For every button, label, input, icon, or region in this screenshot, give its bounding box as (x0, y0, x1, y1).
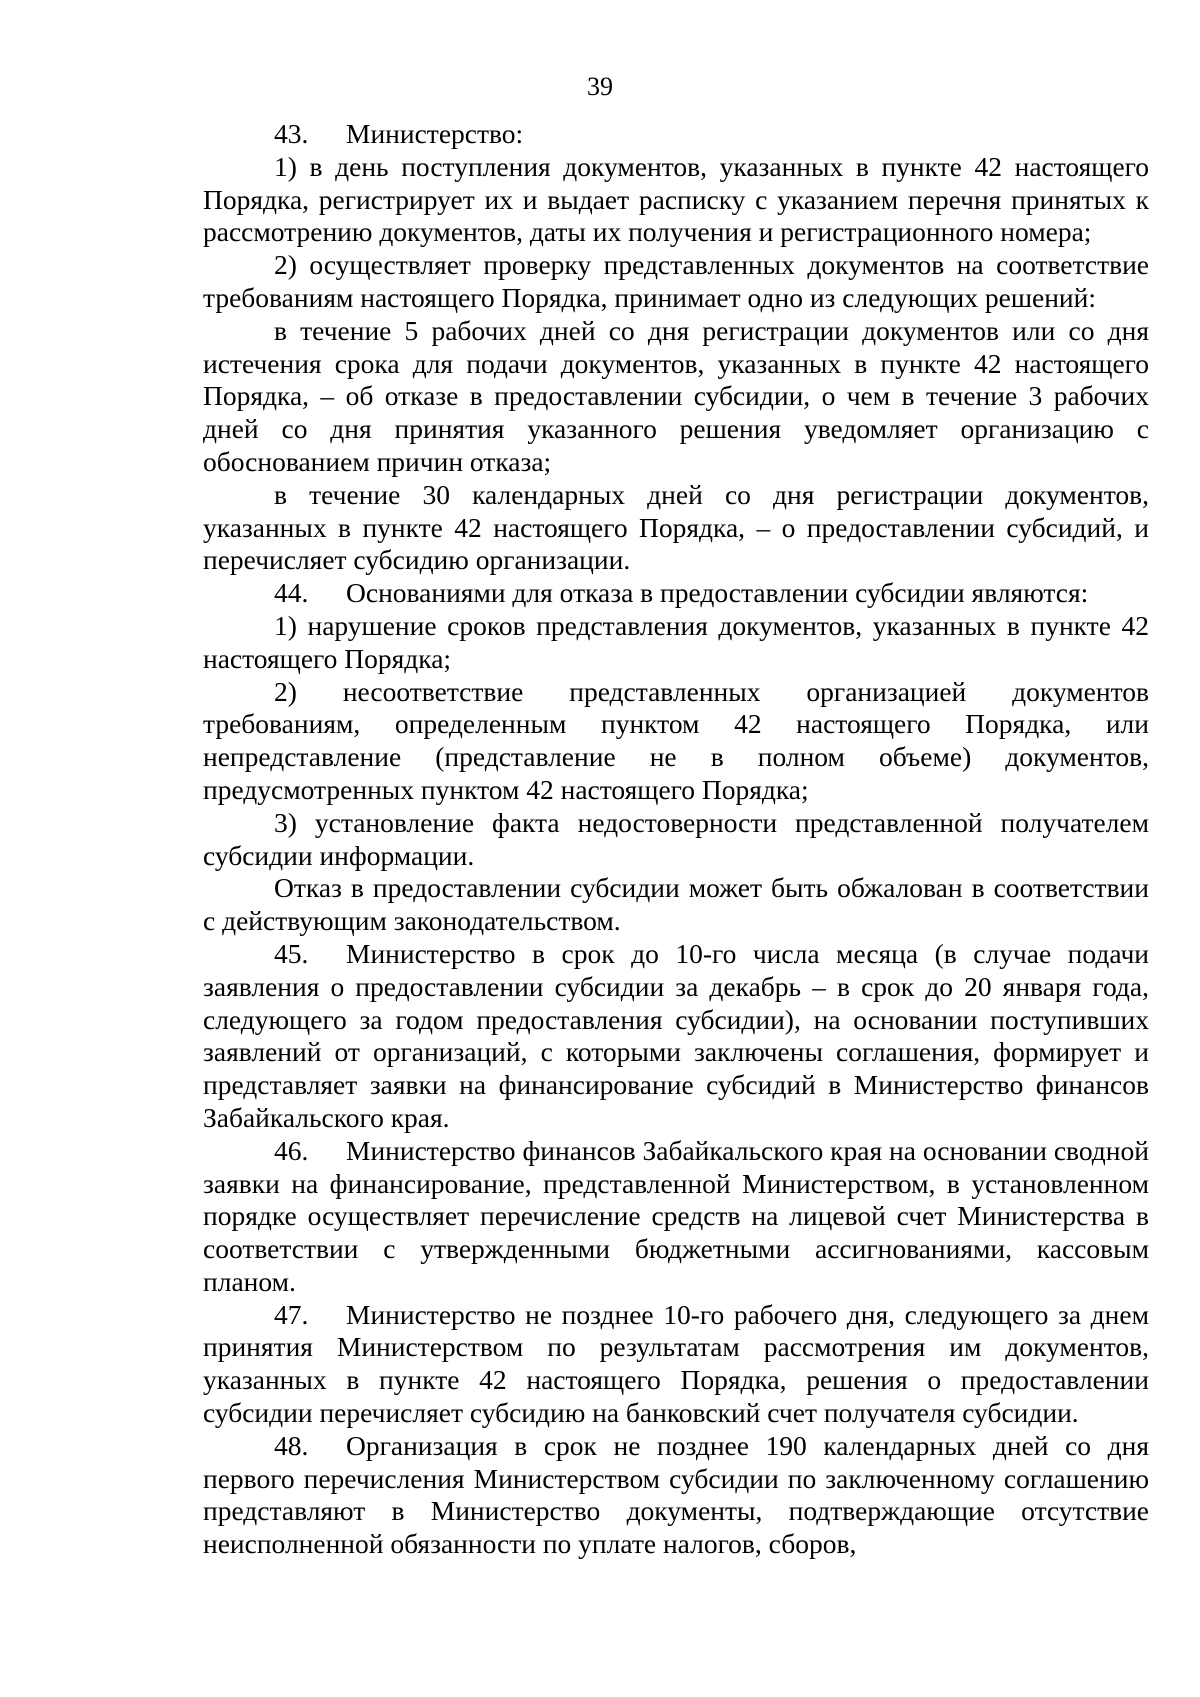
paragraph-45 (203, 938, 1149, 1135)
paragraph-text: в течение 5 рабочих дней со дня регистрации документов или со дня истечения срока для подачи документов, указанных в пункте 42 настоящего Порядка, – об отказе в предоставлении субсидии, о чем в течение 3 рабочих дней со дня принятия указанного решения уведомляет организацию с обоснованием причин отказа; (203, 314, 1149, 477)
paragraph-text: 2) несоответствие представленных организацией документов требованиям, определенным пунктом 42 настоящего Порядка, или непредставление (представление не в полном объеме) документов, предусмотренных пунктом 42 настоящего Порядка; (203, 675, 1149, 805)
document-body (203, 118, 1149, 1561)
paragraph-43 (203, 118, 1149, 151)
paragraph-43-2-a (203, 315, 1149, 479)
paragraph-text: Организация в срок не позднее 190 календарных дней со дня первого перечисления Министерством субсидии по заключенному соглашению представляют в Министерство документы, подтверждающие отсутствие неисполненной обязанности по уплате налогов, сборов, (203, 1429, 1149, 1560)
paragraph-text: Министерство в срок до 10-го числа месяца (в случае подачи заявления о предоставлении субсидии за декабрь – в срок до 20 января года, следующего за годом предоставления субсидии), на основании поступивших заявлений от организаций, с которыми заключены соглашения, формирует и представляет заявки на финансирование субсидий в Министерство финансов Забайкальского края. (203, 937, 1149, 1133)
paragraph-text: Основаниями для отказа в предоставлении субсидии являются: (346, 577, 1089, 609)
item-number: 46. (274, 1134, 309, 1166)
item-number: 43. (274, 118, 309, 149)
paragraph-text: 1) в день поступления документов, указанных в пункте 42 настоящего Порядка, регистрирует их и выдает расписку с указанием перечня принятых к рассмотрению документов, даты их получения и регистрационного номера; (203, 150, 1149, 248)
paragraph-46 (203, 1135, 1149, 1299)
paragraph-44-appeal (203, 872, 1149, 938)
paragraph-text: 3) установление факта недостоверности представленной получателем субсидии информации. (203, 806, 1149, 871)
paragraph-text: в течение 30 календарных дней со дня регистрации документов, указанных в пункте 42 настоящего Порядка, – о предоставлении субсидий, и перечисляет субсидию организации. (203, 478, 1149, 576)
paragraph-47 (203, 1299, 1149, 1430)
paragraph-text: Министерство не позднее 10-го рабочего дня, следующего за днем принятия Министерством по результатам рассмотрения им документов, указанных в пункте 42 настоящего Порядка, решения о предоставлении субсидии перечисляет субсидию на банковский счет получателя субсидии. (203, 1298, 1149, 1429)
paragraph-43-2 (203, 249, 1149, 315)
item-number: 47. (274, 1298, 309, 1330)
paragraph-text: Министерство: (346, 118, 524, 149)
paragraph-text: 2) осуществляет проверку представленных документов на соответствие требованиям настоящего Порядка, принимает одно из следующих решений: (203, 249, 1149, 313)
paragraph-text: Отказ в предоставлении субсидии может быть обжалован в соответствии с действующим законодательством. (203, 872, 1149, 937)
paragraph-44-1 (203, 610, 1149, 676)
paragraph-44 (203, 577, 1149, 610)
page-number: 39 (587, 72, 613, 101)
item-number: 44. (274, 577, 309, 609)
paragraph-48 (203, 1430, 1149, 1561)
paragraph-43-1 (203, 151, 1149, 249)
paragraph-text: 1) нарушение сроков представления документов, указанных в пункте 42 настоящего Порядка; (203, 609, 1149, 674)
item-number: 48. (274, 1429, 309, 1461)
item-number: 45. (274, 937, 309, 969)
paragraph-44-3 (203, 807, 1149, 873)
paragraph-text: Министерство финансов Забайкальского края на основании сводной заявки на финансирование, представленной Министерством, в установленном порядке осуществляет перечисление средств на лицевой счет Министерства в соответствии с утвержденными бюджетными ассигнованиями, кассовым планом. (203, 1134, 1149, 1297)
paragraph-44-2 (203, 676, 1149, 807)
paragraph-43-2-b (203, 479, 1149, 577)
